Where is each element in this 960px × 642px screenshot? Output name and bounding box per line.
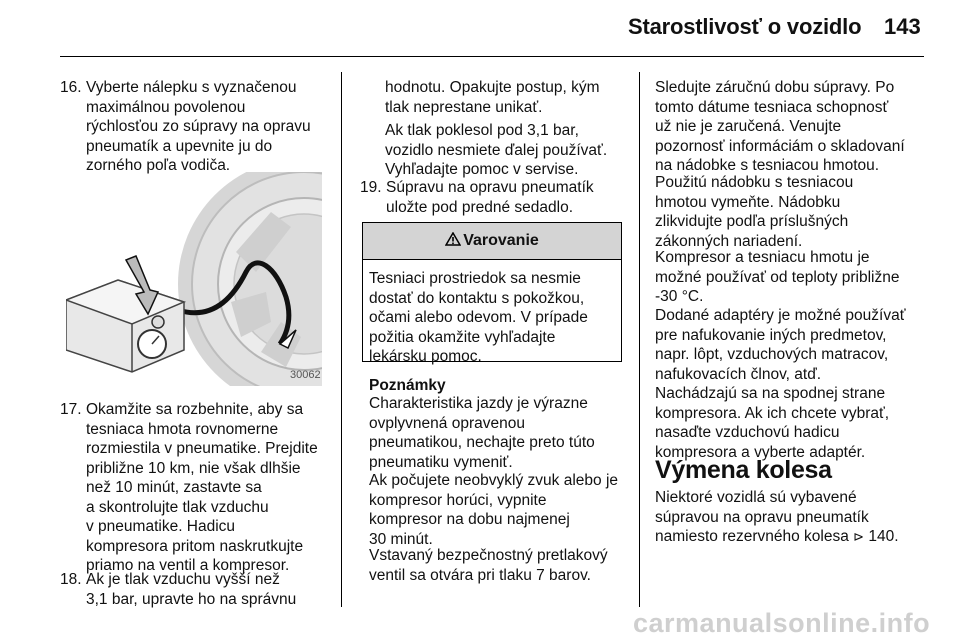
header-rule <box>60 56 924 57</box>
page-reference[interactable]: 140. <box>868 528 899 545</box>
warning-header <box>363 223 621 260</box>
step-number: 18. <box>60 571 82 588</box>
note-noise: Ak počujete neobvyklý zvuk alebo je kompresor horúci, vypnite kompresor na dobu najmenej 30 minút. <box>369 472 619 548</box>
para-temperature: Kompresor a tesniacu hmotu je možné používať od teploty približne -30 °C. <box>655 249 900 305</box>
notes-section <box>369 376 639 606</box>
compressor-switch <box>152 316 164 328</box>
step-18-continued: hodnotu. Opakujte postup, kým tlak neprestane unikať. <box>385 79 600 116</box>
para-warranty: Sledujte záručnú dobu súpravy. Po tomto dátume tesniaca schopnosť už nie je zaručená. Venujte pozornosť informáciám o skladovaní na nádobke s tesniacou hmotou. <box>655 79 905 174</box>
watermark: carmanualsonline.info <box>633 608 931 638</box>
warning-triangle-icon <box>445 232 461 246</box>
para-adapters: Dodané adaptéry je možné používať pre nafukovanie iných predmetov, napr. lôpt, vzduchových matracov, nafukovacích člnov, atď. Nachádzajú sa na spodnej strane kompresora. Ak ich chcete vybrať, nasaďte vzduchovú hadicu kompresora a vyberte adaptér. <box>655 307 906 461</box>
page-ref-arrow-icon: ⊳ <box>853 529 865 544</box>
para-spare-wheel <box>655 488 899 547</box>
warning-title: Varovanie <box>463 232 539 249</box>
para-disposal: Použitú nádobku s tesniacou hmotou vymeňte. Nádobku zlikvidujte podľa príslušných zákonných nariadení. <box>655 174 854 250</box>
step-18-pressure-note: Ak tlak poklesol pod 3,1 bar, vozidlo nesmiete ďalej používať. Vyhľadajte pomoc v servise. <box>385 122 608 178</box>
tire-repair-kit-illustration <box>66 172 322 386</box>
step-text: Súpravu na opravu pneumatík uložte pod predné sedadlo. <box>386 179 594 216</box>
notes-title: Poznámky <box>369 377 446 394</box>
warning-text: Tesniaci prostriedok sa nesmie dostať do kontaktu s pokožkou, očami alebo odevom. V prípade požitia okamžite vyhľadajte lekársku pomoc. <box>369 270 588 365</box>
page-header-title: Starostlivosť o vozidlo <box>628 14 862 39</box>
note-valve: Vstavaný bezpečnostný pretlakový ventil sa otvára pri tlaku 7 barov. <box>369 547 608 584</box>
step-number: 19. <box>360 179 382 196</box>
column-divider-2 <box>639 72 640 607</box>
warning-box <box>362 222 622 365</box>
step-text: Ak je tlak vzduchu vyšší než 3,1 bar, upravte ho na správnu <box>86 571 297 608</box>
column-divider-1 <box>341 72 342 607</box>
step-number: 17. <box>60 401 82 418</box>
spare-wheel-text: Niektoré vozidlá sú vybavené súpravou na opravu pneumatík namiesto rezervného kolesa <box>655 489 869 545</box>
note-driving: Charakteristika jazdy je výrazne ovplyvnená opravenou pneumatikou, nechajte preto túto pneumatiku vymeniť. <box>369 395 595 471</box>
column-3 <box>655 78 945 608</box>
compressor-illustration-svg <box>66 172 322 386</box>
section-heading-wheel-change: Výmena kolesa <box>655 456 832 484</box>
step-text: Okamžite sa rozbehnite, aby sa tesniaca hmota rovnomerne rozmiestila v pneumatike. Prejdite približne 10 km, nie však dlhšie než 10 minút, zastavte sa a skontrolujte tlak vzduchu v pneumatike. Hadicu kompresora pritom naskrutkujte priamo na ventil a kompresor. <box>86 401 318 574</box>
figure-id: 30062 <box>290 369 321 381</box>
step-text: Vyberte nálepku s vyznačenou maximálnou povolenou rýchlosťou zo súpravy na opravu pneumatík a upevnite ju do zorného poľa vodiča. <box>86 79 311 174</box>
step-number: 16. <box>60 79 82 96</box>
page-number: 143 <box>884 14 921 39</box>
